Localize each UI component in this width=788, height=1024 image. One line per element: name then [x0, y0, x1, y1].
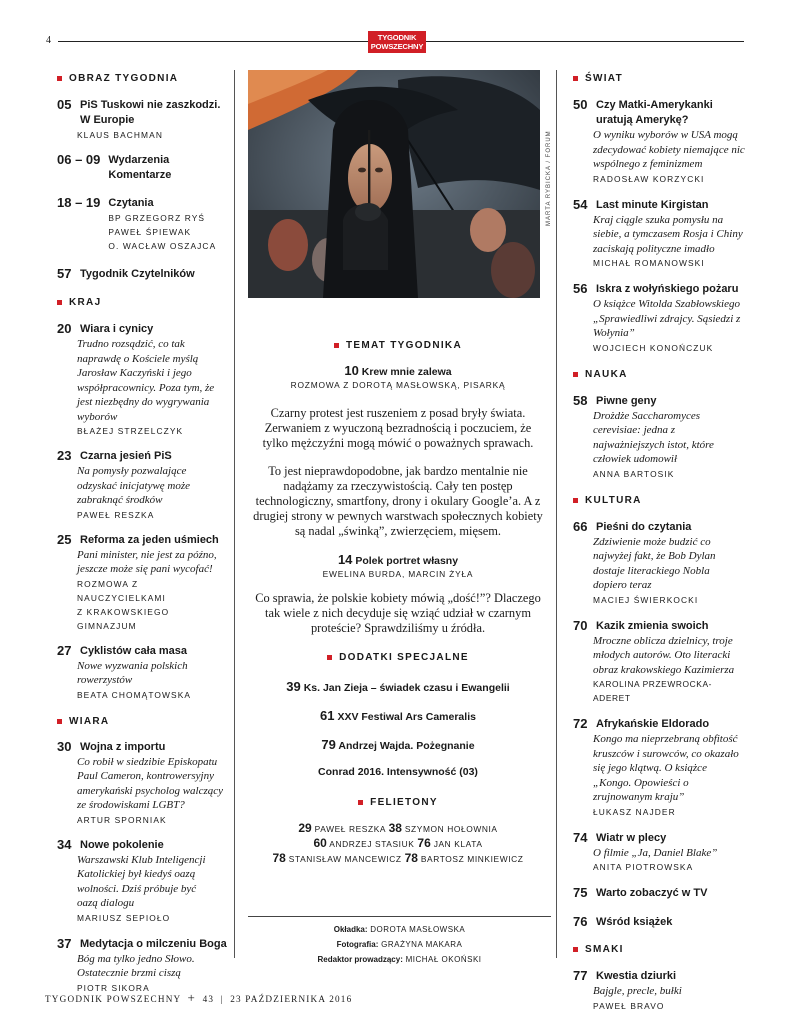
entry-title: Wśród książek: [596, 916, 673, 928]
credit-label: Redaktor prowadzący:: [317, 955, 403, 964]
entry-title: Piwne geny: [596, 394, 657, 407]
entry-excerpt: Czarny protest jest ruszeniem z posad bryły świata. Zerwaniem z wyuczoną bezradnością i poczuciem, że tylko mężczyźni mogą mówić o poważnych sprawach.: [262, 406, 534, 450]
page-ref: 50: [573, 97, 588, 112]
page-ref: 60: [313, 836, 327, 850]
entry-title: Ks. Jan Zieja – świadek czasu i Ewangelii: [303, 682, 510, 694]
column-divider: [234, 70, 235, 958]
entry-title: Polek portret własny: [355, 555, 459, 567]
page-ref: 18 – 19: [57, 195, 101, 210]
entry-author: EWELINA BURDA, MARCIN ŻYŁA: [322, 569, 474, 579]
toc-entry[interactable]: [57, 152, 227, 183]
entry-title: Czytania: [108, 197, 154, 209]
section-heading: [248, 797, 548, 808]
entry-title: Wiara i cynicy: [80, 323, 154, 335]
logo-line: TYGODNIK: [377, 33, 417, 42]
credit-label: Fotografia:: [336, 940, 379, 949]
page-ref: 79: [321, 737, 336, 752]
toc-entry[interactable]: [573, 393, 745, 481]
publication-name: TYGODNIK POWSZECHNY: [45, 994, 182, 1004]
columnists-line: [248, 836, 548, 851]
entry-lead: O książce Witolda Szabłowskiego „Sprawiedliwi zdrajcy. Sąsiedzi z Wołynia”: [593, 298, 741, 339]
entry-lead: Co robił w siedzibie Episkopatu Paul Cameron, kontrowersyjny amerykański psycholog walczący ze środowiskami LGBT?: [77, 755, 224, 811]
entry-author: ANNA BARTOSIK: [593, 468, 675, 479]
toc-entry[interactable]: [573, 914, 745, 930]
page-ref: 38: [388, 821, 402, 835]
section-heading-label: KRAJ: [69, 297, 102, 308]
toc-entry[interactable]: [57, 837, 227, 925]
red-square-icon: [57, 719, 62, 724]
entry-lead: O wyniku wyborów w USA mogą zdecydować kobiety niemające nic wspólnego z feminizmem: [593, 129, 745, 170]
entry-lead: Pani minister, nie jest za późno, jeszcze może się pani wycofać!: [77, 548, 217, 575]
entry-lead: Kraj ciągle szuka pomysłu na siebie, a tymczasem Rosja i Chiny zaciskają polityczne imadło: [593, 213, 743, 255]
page-ref: 66: [573, 518, 588, 534]
entry-author: RADOSŁAW KORZYCKI: [593, 173, 705, 184]
toc-entry[interactable]: [248, 679, 548, 694]
toc-entry[interactable]: [248, 363, 548, 392]
toc-entry[interactable]: [57, 448, 227, 522]
red-square-icon: [327, 655, 332, 660]
page-ref: 39: [286, 679, 301, 694]
entry-lead: O filmie „Ja, Daniel Blake”: [593, 846, 718, 859]
entry-title: Reforma za jeden uśmiech: [80, 533, 219, 546]
toc-entry[interactable]: [573, 716, 745, 819]
section-heading: [57, 716, 227, 727]
entry-author: ROZMOWA Z DOROTĄ MASŁOWSKĄ, PISARKĄ: [290, 380, 506, 390]
entry-lead: Mroczne oblicza dzielnicy, troje młodych autorów. Oto literacki obraz krakowskiego Kazimierza: [593, 634, 735, 676]
section-heading-label: NAUKA: [585, 368, 628, 380]
entry-lead: Warszawski Klub Inteligencji Katolickiej był kiedyś oazą wolności. Dziś próbuje być oazą dialogu: [77, 853, 206, 909]
page-ref: 06 – 09: [57, 152, 101, 167]
entry-title: Afrykańskie Eldorado: [596, 718, 710, 730]
toc-entry[interactable]: [57, 97, 227, 142]
entry-author: BEATA CHOMĄTOWSKA: [77, 689, 192, 700]
credit-line: [248, 952, 551, 967]
section-heading: [573, 495, 745, 506]
columnist[interactable]: SZYMON HOŁOWNIA: [404, 824, 498, 834]
toc-entry[interactable]: [573, 618, 745, 706]
columnist[interactable]: ANDRZEJ STASIUK: [329, 839, 415, 849]
red-square-icon: [573, 76, 578, 81]
credit-label: Okładka:: [333, 925, 368, 934]
toc-entry[interactable]: [57, 532, 227, 633]
section-heading-label: WIARA: [69, 715, 110, 727]
entry-author: MICHAŁ ROMANOWSKI: [593, 258, 705, 268]
toc-entry[interactable]: [57, 739, 227, 827]
entry-lead: Zdziwienie może budzić co najwyżej fakt, że Bob Dylan dostaje literackiego Nobla dopiero teraz: [593, 535, 716, 591]
page-ref: 70: [573, 617, 588, 633]
section-heading: [573, 73, 745, 84]
right-column: [573, 70, 745, 1013]
issue-date: 23 PAŹDZIERNIKA 2016: [230, 994, 353, 1004]
issue-number: 43: [202, 994, 215, 1004]
entry-author: O. WACŁAW OSZAJCA: [108, 241, 217, 251]
entry-title: Kwestia dziurki: [596, 970, 677, 982]
page-ref: 75: [573, 885, 588, 900]
entry-title: Iskra z wołyńskiego pożaru: [596, 283, 739, 295]
red-square-icon: [573, 947, 578, 952]
credit-line: [248, 937, 551, 952]
columnists-line: [248, 851, 548, 866]
page-ref: 30: [57, 738, 72, 754]
entry-author: ANITA PIOTROWSKA: [593, 862, 694, 872]
page-ref: 76: [573, 914, 588, 929]
red-square-icon: [573, 372, 578, 377]
columnists-line: [248, 821, 548, 836]
page-ref: 54: [573, 196, 588, 212]
entry-title: Wiatr w plecy: [596, 831, 667, 844]
section-heading-label: FELIETONY: [370, 797, 438, 808]
toc-entry[interactable]: [248, 766, 548, 778]
entry-title: Tygodnik Czytelników: [80, 268, 195, 280]
entry-author: KAROLINA PRZEWROCKA-ADERET: [593, 679, 713, 703]
entry-author: Z KRAKOWSKIEGO GIMNAZJUM: [77, 606, 170, 631]
page-ref: 29: [298, 821, 312, 835]
section-heading-label: DODATKI SPECJALNE: [339, 652, 469, 663]
page-ref: 10: [344, 363, 359, 378]
entry-title: Nowe pokolenie: [80, 838, 164, 851]
page-ref: 23: [57, 448, 72, 463]
toc-entry[interactable]: [573, 97, 745, 186]
entry-title: Pieśni do czytania: [596, 520, 692, 533]
section-heading-label: ŚWIAT: [585, 73, 623, 84]
logo: [368, 31, 426, 53]
page-ref: 05: [57, 97, 72, 112]
section-heading: [248, 340, 548, 351]
entry-title: Cyklistów cała masa: [80, 644, 188, 657]
entry-title: Czy Matki-Amerykanki uratują Amerykę?: [596, 99, 713, 126]
section-heading: [248, 652, 548, 663]
entry-author: KLAUS BACHMAN: [77, 130, 163, 140]
page-ref: 78: [404, 851, 418, 865]
page-ref: 78: [272, 851, 286, 865]
entry-lead: Trudno rozsądzić, co tak naprawdę o Kościele myślą Jarosław Kaczyński i jego współpracownicy. Poza tym, że jest niezbędny do wygrywania wyborów: [77, 338, 215, 423]
columnists-list: [248, 821, 548, 866]
entry-title: Medytacja o milczeniu Boga: [80, 937, 227, 950]
page-ref: 72: [573, 716, 588, 731]
page-ref: 20: [57, 321, 72, 336]
red-square-icon: [57, 300, 62, 305]
red-square-icon: [573, 498, 578, 503]
credits: [248, 922, 551, 967]
toc-entry[interactable]: [57, 266, 227, 282]
entry-author: ROZMOWA Z NAUCZYCIELKAMI: [77, 578, 166, 603]
entry-author: PAWEŁ RESZKA: [77, 509, 155, 520]
credit-value: DOROTA MASŁOWSKA: [370, 925, 466, 934]
entry-author: BŁAŻEJ STRZELCZYK: [77, 426, 184, 436]
toc-entry[interactable]: [248, 708, 548, 723]
red-square-icon: [358, 800, 363, 805]
entry-title: Warto zobaczyć w TV: [596, 887, 708, 899]
columnist[interactable]: STANISŁAW MANCEWICZ: [288, 854, 402, 864]
entry-author: WOJCIECH KONOŃCZUK: [593, 342, 714, 353]
entry-lead: Na pomysły pozwalające odzyskać inicjatywę może zabraknąć środków: [77, 465, 191, 506]
page-number: 4: [46, 35, 51, 46]
section-heading-label: OBRAZ TYGODNIA: [69, 73, 179, 84]
page-ref: 56: [573, 281, 588, 296]
column-divider: [556, 70, 557, 958]
page-ref: 14: [337, 552, 353, 567]
toc-entry[interactable]: [57, 195, 227, 253]
entry-lead: Kongo ma nieprzebraną obfitość kruszców i surowców, co okazało się jego klątwą. O książce „Kongo. Opowieści o zrujnowanym kraju”: [593, 733, 739, 803]
separator: |: [220, 994, 224, 1004]
entry-title-line: [248, 363, 548, 378]
credits-rule: [248, 916, 551, 917]
toc-entry[interactable]: [573, 885, 745, 901]
entry-title: Last minute Kirgistan: [596, 198, 709, 211]
page-ref: 27: [57, 642, 72, 658]
entry-title: Conrad 2016. Intensywność (03): [318, 766, 478, 778]
toc-entry[interactable]: [573, 830, 745, 875]
entry-title: Kazik zmienia swoich: [596, 619, 709, 632]
entry-title: XXV Festiwal Ars Cameralis: [337, 711, 476, 723]
credit-line: [248, 922, 551, 937]
entry-lead: Bajgle, precle, bułki: [593, 985, 682, 997]
toc-entry[interactable]: [57, 321, 227, 438]
section-heading-label: KULTURA: [585, 494, 642, 506]
page-ref: 61: [320, 708, 335, 723]
entry-title-line: [248, 552, 548, 567]
entry-author: PIOTR SIKORA: [77, 982, 150, 993]
page-ref: 25: [57, 531, 72, 547]
entry-title: PiS Tuskowi nie zaszkodzi. W Europie: [80, 99, 221, 126]
left-column: [57, 70, 227, 995]
page-ref: 76: [417, 836, 431, 850]
toc-entry[interactable]: [573, 281, 745, 355]
middle-column: [248, 340, 548, 866]
photo-illustration: [248, 70, 540, 298]
columnist[interactable]: JAN KLATA: [433, 839, 483, 849]
entry-author: ARTUR SPORNIAK: [77, 814, 167, 825]
entry-author: MACIEJ ŚWIERKOCKI: [593, 594, 699, 605]
columnist[interactable]: BARTOSZ MINKIEWICZ: [420, 854, 524, 864]
cover-photo: [248, 70, 540, 298]
page-ref: 57: [57, 266, 72, 281]
section-heading: [573, 944, 745, 955]
page-ref: 77: [573, 968, 588, 983]
toc-entry[interactable]: [573, 968, 745, 1013]
page-ref: 58: [573, 392, 588, 408]
toc-entry[interactable]: [248, 552, 548, 581]
page-footer: [45, 990, 352, 1006]
entry-excerpt: To jest nieprawdopodobne, jak bardzo mentalnie nie nadążamy za rzeczywistością. Cały ten postęp technologiczny, smartfony, drony i okulary Google’a. A z drugiej strony w pewnych warstwach społecznych kobiety są nadal „świnką”, zwierzęciem, mięsem.: [253, 464, 543, 538]
section-heading: [57, 297, 227, 308]
entry-lead: Nowe wyzwania polskich rowerzystów: [77, 659, 188, 686]
entry-lead: Bóg ma tylko jedno Słowo. Ostatecznie brzmi ciszą: [77, 952, 195, 979]
entry-excerpt: Co sprawia, że polskie kobiety mówią „dość!”? Dlaczego tak wiele z nich decyduje się wziąć udział w czarnym proteście? Sprawdziliśmy u źródła.: [255, 591, 541, 635]
toc-entry[interactable]: [57, 643, 227, 702]
section-heading-label: TEMAT TYGODNIKA: [346, 340, 462, 351]
entry-title: Krew mnie zalewa: [361, 366, 452, 378]
toc-entry[interactable]: [248, 737, 548, 752]
section-heading: [573, 369, 745, 380]
logo-line: POWSZECHNY: [370, 42, 424, 51]
toc-entry[interactable]: [573, 197, 745, 271]
red-square-icon: [57, 76, 62, 81]
page-ref: 74: [573, 829, 588, 845]
page-ref: 34: [57, 836, 72, 852]
credit-value: GRAŻYNA MAKARA: [381, 940, 463, 949]
entry-lead: Drożdże Saccharomyces cerevisiae: jedna z najważniejszych istot, które człowiek udomowił: [593, 409, 714, 465]
section-heading-label: SMAKI: [585, 944, 624, 955]
photo-credit: MARTA RYBICKA / FORUM: [546, 130, 552, 226]
entry-author: ŁUKASZ NAJDER: [593, 806, 676, 817]
entry-title: Wydarzenia Komentarze: [108, 154, 172, 181]
columnist[interactable]: PAWEŁ RESZKA: [314, 824, 386, 834]
entry-author: PAWEŁ ŚPIEWAK: [108, 227, 192, 237]
toc-entry[interactable]: [573, 519, 745, 607]
entry-author: PAWEŁ BRAVO: [593, 1000, 665, 1011]
toc-entry[interactable]: [57, 936, 227, 995]
entry-title: Andrzej Wajda. Pożegnanie: [338, 740, 475, 752]
section-heading: [57, 73, 227, 84]
entry-author: BP GRZEGORZ RYŚ: [108, 213, 206, 223]
entry-title: Czarna jesień PiS: [80, 450, 172, 462]
entry-author: MARIUSZ SEPIOŁO: [77, 912, 171, 923]
plus-icon: +: [187, 990, 197, 1005]
entry-title: Wojna z importu: [80, 740, 166, 753]
credit-value: MICHAŁ OKOŃSKI: [405, 955, 482, 964]
red-square-icon: [334, 343, 339, 348]
page-ref: 37: [57, 935, 72, 951]
